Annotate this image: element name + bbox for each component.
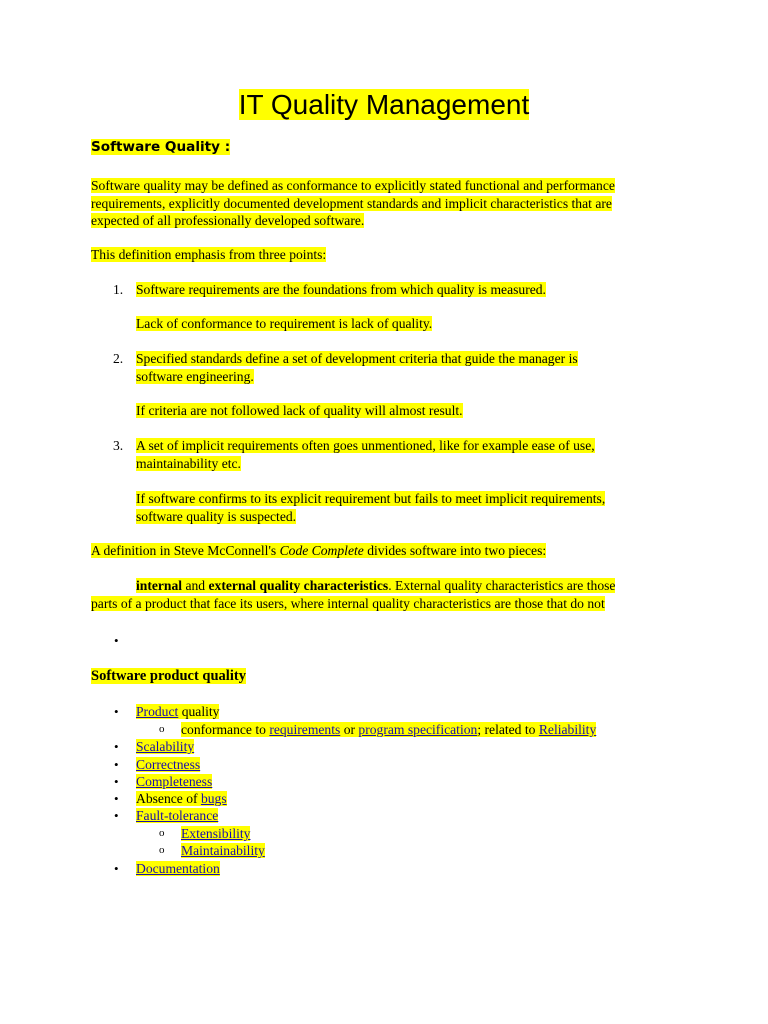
bullet: • [114,861,119,876]
requirements-link[interactable]: requirements [269,722,341,737]
maintainability-link[interactable]: Maintainability [181,843,265,858]
scalability-link[interactable]: Scalability [136,739,195,754]
sub-bullet: o [159,827,165,839]
heading-software-product-quality: Software product quality [91,668,246,684]
bullet: • [114,757,119,772]
bullet: • [114,704,119,719]
extensibility-link[interactable]: Extensibility [181,826,251,841]
list-item-scalability [136,738,194,756]
bullet: • [114,808,119,823]
list-item-product-quality: Product quality [136,704,220,719]
page-title: IT Quality Management [238,89,530,120]
point-3-text: A set of implicit requirements often goes unmentioned, like for example ease of use, maintainability etc. [136,438,595,471]
list-number: 3. [113,438,124,453]
correctness-link[interactable]: Correctness [136,757,201,772]
point-2-text: Specified standards define a set of development criteria that guide the manager is software engineering. [136,351,578,384]
bullet: • [114,774,119,789]
empty-bullet: • [114,633,119,648]
quality-characteristics-paragraph: internal and external quality characteristics. External quality characteristics are those parts of a product that face its users, where internal quality characteristics are those that do not [91,578,616,611]
documentation-link[interactable]: Documentation [136,861,220,876]
mcconnell-paragraph: A definition in Steve McConnell's Code Complete divides software into two pieces: [91,543,547,558]
bugs-link[interactable]: bugs [200,791,227,806]
list-number: 2. [113,351,124,366]
point-3-note: If software confirms to its explicit requirement but fails to meet implicit requirements, software quality is suspected. [136,491,606,524]
sub-bullet: o [159,723,165,735]
list-item-extensibility [181,825,250,843]
intro-paragraph: Software quality may be defined as conformance to explicitly stated functional and performance requirements, explicitly documented development standards and implicit characteristics that are expected of all professionally developed software. [91,178,615,228]
heading-software-quality: Software Quality : [91,139,231,155]
program-specification-link[interactable]: program specification [358,722,478,737]
list-item-maintainability [181,842,265,860]
bullet: • [114,791,119,806]
list-item-documentation [136,860,220,878]
completeness-link[interactable]: Completeness [136,774,213,789]
list-number: 1. [113,282,124,297]
point-2-note: If criteria are not followed lack of quality will almost result. [136,403,463,418]
list-item-correctness [136,756,200,774]
sub-bullet: o [159,844,165,856]
list-item-conformance: conformance to requirements or program specification; related to Reliability [181,722,597,737]
emphasis-line: This definition emphasis from three points: [91,247,327,262]
list-item-absence-of-bugs: Absence of bugs [136,791,227,806]
bullet: • [114,739,119,754]
point-1-note: Lack of conformance to requirement is lack of quality. [136,316,433,331]
fault-tolerance-link[interactable]: Fault-tolerance [136,808,219,823]
list-item-fault-tolerance [136,807,218,825]
reliability-link[interactable]: Reliability [538,722,597,737]
product-link[interactable]: Product [136,704,179,719]
list-item-completeness [136,773,212,791]
point-1-text: Software requirements are the foundations from which quality is measured. [136,282,546,297]
